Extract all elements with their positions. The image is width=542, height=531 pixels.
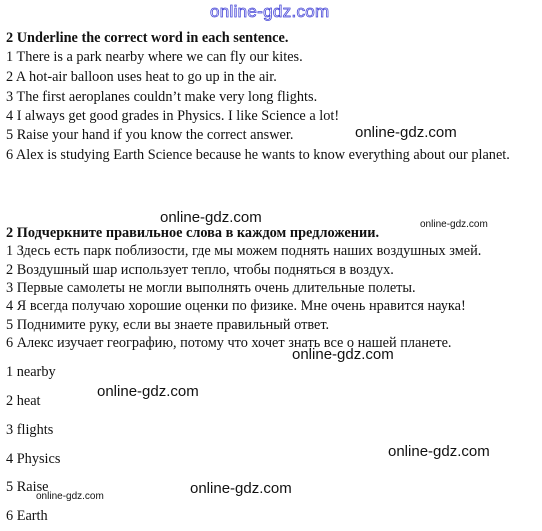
english-sentence-2: 2 A hot-air balloon uses heat to go up in the air.: [6, 69, 277, 85]
watermark: online-gdz.com: [97, 383, 199, 400]
answer-2: 2 heat: [6, 393, 41, 409]
answer-3: 3 flights: [6, 422, 54, 438]
russian-sentence-6: 6 Алекс изучает географию, потому что хочет знать все о нашей планете.: [6, 335, 452, 351]
russian-sentence-4: 4 Я всегда получаю хорошие оценки по физике. Мне очень нравится наука!: [6, 298, 466, 314]
russian-sentence-2: 2 Воздушный шар использует тепло, чтобы подняться в воздух.: [6, 262, 394, 278]
answer-5: 5 Raise: [6, 479, 49, 495]
english-sentence-6: 6 Alex is studying Earth Science because he wants to know everything about our planet.: [6, 147, 510, 163]
english-title: 2 Underline the correct word in each sentence.: [6, 30, 289, 46]
answer-6: 6 Earth: [6, 508, 48, 524]
answer-4: 4 Physics: [6, 451, 61, 467]
english-sentence-4: 4 I always get good grades in Physics. I like Science a lot!: [6, 108, 340, 124]
watermark: online-gdz.com: [36, 491, 104, 502]
watermark: online-gdz.com: [292, 346, 394, 363]
watermark: online-gdz.com: [355, 124, 457, 141]
english-sentence-3: 3 The first aeroplanes couldn’t make very long flights.: [6, 89, 318, 105]
russian-sentence-3: 3 Первые самолеты не могли выполнять очень длительные полеты.: [6, 280, 416, 296]
russian-title: 2 Подчеркните правильное слова в каждом предложении.: [6, 225, 380, 241]
watermark: online-gdz.com: [160, 209, 262, 226]
watermark-top: online-gdz.com: [210, 2, 330, 21]
russian-sentence-5: 5 Поднимите руку, если вы знаете правильный ответ.: [6, 317, 330, 333]
russian-sentence-1: 1 Здесь есть парк поблизости, где мы можем поднять наших воздушных змей.: [6, 243, 482, 259]
english-sentence-5: 5 Raise your hand if you know the correct answer.: [6, 127, 294, 143]
watermark: online-gdz.com: [420, 219, 488, 230]
answer-1: 1 nearby: [6, 364, 56, 380]
watermark: online-gdz.com: [388, 443, 490, 460]
watermark: online-gdz.com: [190, 480, 292, 497]
english-sentence-1: 1 There is a park nearby where we can fly our kites.: [6, 49, 303, 65]
